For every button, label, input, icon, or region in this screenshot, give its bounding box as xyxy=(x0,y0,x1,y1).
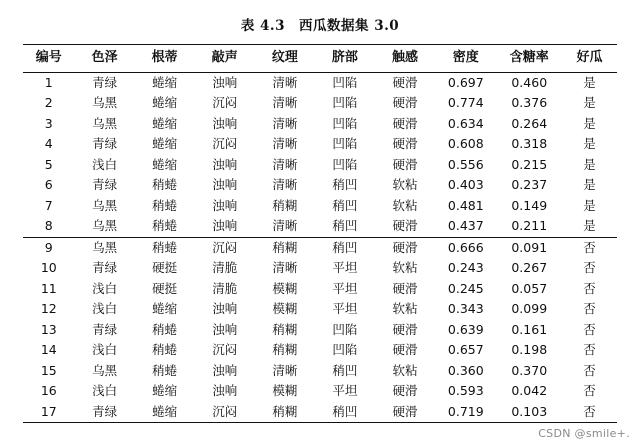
cell-density: 0.608 xyxy=(447,136,484,151)
cell-id: 13 xyxy=(40,321,57,337)
cell-sugar: 0.370 xyxy=(511,362,548,378)
cell-texture: 清晰 xyxy=(272,115,298,131)
cell-touch: 硬滑 xyxy=(392,95,418,110)
cell-texture: 清晰 xyxy=(272,260,298,275)
table-body xyxy=(23,72,617,423)
cell-touch: 硬滑 xyxy=(392,136,418,151)
cell-density: 0.593 xyxy=(447,383,484,398)
cell-color: 青绿 xyxy=(92,177,118,192)
cell-touch: 硬滑 xyxy=(392,156,418,172)
cell-id: 5 xyxy=(44,156,53,172)
cell-touch: 软粘 xyxy=(392,301,418,316)
cell-id: 15 xyxy=(40,362,57,378)
cell-sugar: 0.318 xyxy=(511,136,548,151)
cell-density: 0.719 xyxy=(435,402,497,423)
cell-root: 蜷缩 xyxy=(135,402,195,423)
cell-id: 12 xyxy=(40,301,57,316)
cell-sugar: 0.099 xyxy=(511,301,548,316)
cell-sound: 浊响 xyxy=(212,321,238,337)
cell-root: 蜷缩 xyxy=(152,136,178,151)
cell-density: 0.245 xyxy=(447,280,484,296)
cell-id: 10 xyxy=(40,260,57,275)
cell-density: 0.634 xyxy=(447,115,484,131)
cell-sound: 浊响 xyxy=(212,383,238,398)
cell-good: 否 xyxy=(583,362,596,378)
cell-root: 稍蜷 xyxy=(152,362,178,378)
cell-root: 稍蜷 xyxy=(152,197,178,213)
column-header-sugar: 含糖率 xyxy=(497,45,562,73)
table-row xyxy=(23,93,617,114)
cell-sugar: 0.103 xyxy=(497,402,562,423)
table-caption-label: 表 4.3 xyxy=(240,18,285,34)
cell-umbilicus: 凹陷 xyxy=(332,156,358,172)
cell-good: 否 xyxy=(562,237,617,258)
cell-id: 8 xyxy=(44,218,53,233)
table-header xyxy=(23,45,617,73)
cell-texture: 稍糊 xyxy=(272,321,298,337)
cell-id: 2 xyxy=(44,95,53,110)
cell-sugar: 0.376 xyxy=(511,95,548,110)
cell-texture: 清晰 xyxy=(272,362,298,378)
cell-color: 乌黑 xyxy=(92,197,118,213)
cell-sugar: 0.267 xyxy=(511,260,548,275)
cell-id: 4 xyxy=(44,136,53,151)
cell-sugar: 0.149 xyxy=(511,197,548,213)
cell-root: 硬挺 xyxy=(152,280,178,296)
cell-umbilicus: 稍凹 xyxy=(315,237,375,258)
cell-id: 6 xyxy=(44,177,53,192)
table-row xyxy=(23,72,617,93)
table-row xyxy=(23,155,617,176)
cell-sound: 浊响 xyxy=(212,74,238,90)
cell-sound: 浊响 xyxy=(212,197,238,213)
cell-sound: 浊响 xyxy=(212,301,238,316)
cell-touch: 硬滑 xyxy=(392,115,418,131)
cell-texture: 清晰 xyxy=(272,74,298,90)
cell-sugar: 0.198 xyxy=(511,342,548,357)
table-caption-title: 西瓜数据集 3.0 xyxy=(299,18,400,34)
cell-sugar: 0.161 xyxy=(511,321,548,337)
column-header-umbilicus: 脐部 xyxy=(315,45,375,73)
table-row xyxy=(23,114,617,135)
cell-umbilicus: 平坦 xyxy=(332,280,358,296)
cell-good: 是 xyxy=(583,197,596,213)
cell-good: 否 xyxy=(583,383,596,398)
cell-texture: 清晰 xyxy=(272,218,298,233)
cell-root: 稍蜷 xyxy=(152,177,178,192)
cell-texture: 清晰 xyxy=(272,136,298,151)
cell-sound: 浊响 xyxy=(212,177,238,192)
cell-color: 青绿 xyxy=(92,321,118,337)
table-header-row xyxy=(23,45,617,73)
cell-touch: 硬滑 xyxy=(375,237,435,258)
cell-root: 稍蜷 xyxy=(152,321,178,337)
cell-good: 否 xyxy=(562,402,617,423)
cell-root: 蜷缩 xyxy=(152,156,178,172)
cell-good: 否 xyxy=(583,280,596,296)
cell-sugar: 0.211 xyxy=(511,218,548,233)
cell-id: 1 xyxy=(44,74,53,90)
cell-sugar: 0.264 xyxy=(511,115,548,131)
cell-touch: 硬滑 xyxy=(392,383,418,398)
cell-color: 浅白 xyxy=(92,301,118,316)
cell-root: 硬挺 xyxy=(152,260,178,275)
cell-umbilicus: 凹陷 xyxy=(332,136,358,151)
cell-sound: 沉闷 xyxy=(195,237,255,258)
cell-umbilicus: 凹陷 xyxy=(332,342,358,357)
cell-root: 蜷缩 xyxy=(152,74,178,90)
cell-density: 0.556 xyxy=(447,156,484,172)
column-header-id: 编号 xyxy=(23,45,75,73)
table-row xyxy=(23,381,617,402)
cell-texture: 模糊 xyxy=(272,301,298,316)
cell-touch: 硬滑 xyxy=(375,402,435,423)
cell-good: 否 xyxy=(583,301,596,316)
cell-umbilicus: 平坦 xyxy=(332,383,358,398)
table-row xyxy=(23,279,617,300)
cell-good: 是 xyxy=(583,156,596,172)
cell-touch: 硬滑 xyxy=(392,74,418,90)
cell-color: 青绿 xyxy=(75,402,135,423)
column-header-good: 好瓜 xyxy=(562,45,617,73)
cell-touch: 硬滑 xyxy=(392,280,418,296)
cell-color: 浅白 xyxy=(92,342,118,357)
table-row xyxy=(23,258,617,279)
cell-sugar: 0.057 xyxy=(511,280,548,296)
cell-id: 3 xyxy=(44,115,53,131)
cell-root: 稍蜷 xyxy=(152,342,178,357)
cell-color: 青绿 xyxy=(92,260,118,275)
table-row xyxy=(23,361,617,382)
column-header-density: 密度 xyxy=(435,45,497,73)
cell-sound: 清脆 xyxy=(212,280,238,296)
cell-touch: 软粘 xyxy=(392,197,418,213)
cell-id: 17 xyxy=(23,402,75,423)
cell-sugar: 0.042 xyxy=(511,383,548,398)
cell-touch: 软粘 xyxy=(392,260,418,275)
table-row xyxy=(23,134,617,155)
cell-density: 0.639 xyxy=(447,321,484,337)
table-row xyxy=(23,196,617,217)
cell-good: 是 xyxy=(583,218,596,233)
cell-texture: 清晰 xyxy=(272,95,298,110)
cell-id: 16 xyxy=(40,383,57,398)
cell-sugar: 0.091 xyxy=(497,237,562,258)
cell-sugar: 0.460 xyxy=(511,74,548,90)
cell-texture: 模糊 xyxy=(272,280,298,296)
cell-id: 14 xyxy=(40,342,57,357)
cell-sound: 浊响 xyxy=(212,156,238,172)
cell-umbilicus: 稍凹 xyxy=(315,402,375,423)
cell-sound: 浊响 xyxy=(212,115,238,131)
cell-color: 青绿 xyxy=(92,74,118,90)
cell-density: 0.481 xyxy=(447,197,484,213)
column-header-sound: 敲声 xyxy=(195,45,255,73)
cell-good: 否 xyxy=(583,342,596,357)
cell-color: 乌黑 xyxy=(92,218,118,233)
cell-sound: 清脆 xyxy=(212,260,238,275)
watermark-text: CSDN @smile+. xyxy=(538,427,630,440)
cell-touch: 硬滑 xyxy=(392,342,418,357)
cell-good: 是 xyxy=(583,74,596,90)
cell-root: 蜷缩 xyxy=(152,383,178,398)
cell-sound: 浊响 xyxy=(212,218,238,233)
cell-umbilicus: 平坦 xyxy=(332,260,358,275)
cell-color: 乌黑 xyxy=(92,362,118,378)
cell-id: 7 xyxy=(44,197,53,213)
cell-umbilicus: 凹陷 xyxy=(332,95,358,110)
cell-texture: 清晰 xyxy=(272,177,298,192)
table-row xyxy=(23,237,617,258)
cell-density: 0.666 xyxy=(435,237,497,258)
cell-density: 0.774 xyxy=(447,95,484,110)
cell-color: 乌黑 xyxy=(75,237,135,258)
table-row xyxy=(23,216,617,237)
cell-sound: 沉闷 xyxy=(212,342,238,357)
table-caption xyxy=(0,0,640,44)
cell-umbilicus: 凹陷 xyxy=(332,74,358,90)
table-row xyxy=(23,340,617,361)
table-row xyxy=(23,299,617,320)
cell-color: 浅白 xyxy=(92,383,118,398)
cell-good: 是 xyxy=(583,177,596,192)
cell-touch: 软粘 xyxy=(392,362,418,378)
cell-umbilicus: 稍凹 xyxy=(332,362,358,378)
cell-id: 11 xyxy=(40,280,57,296)
cell-good: 是 xyxy=(583,95,596,110)
cell-sound: 沉闷 xyxy=(195,402,255,423)
cell-touch: 硬滑 xyxy=(392,321,418,337)
cell-umbilicus: 稍凹 xyxy=(332,197,358,213)
cell-umbilicus: 稍凹 xyxy=(332,218,358,233)
cell-root: 蜷缩 xyxy=(152,95,178,110)
cell-color: 乌黑 xyxy=(92,95,118,110)
cell-density: 0.343 xyxy=(447,301,484,316)
cell-root: 稍蜷 xyxy=(135,237,195,258)
cell-texture: 稍糊 xyxy=(255,237,315,258)
column-header-touch: 触感 xyxy=(375,45,435,73)
cell-touch: 硬滑 xyxy=(392,218,418,233)
cell-sugar: 0.215 xyxy=(511,156,548,172)
cell-color: 浅白 xyxy=(92,156,118,172)
cell-texture: 清晰 xyxy=(272,156,298,172)
column-header-root: 根蒂 xyxy=(135,45,195,73)
cell-color: 青绿 xyxy=(92,136,118,151)
cell-umbilicus: 平坦 xyxy=(332,301,358,316)
cell-density: 0.697 xyxy=(447,74,484,90)
cell-good: 是 xyxy=(583,115,596,131)
cell-good: 是 xyxy=(583,136,596,151)
cell-density: 0.403 xyxy=(447,177,484,192)
cell-root: 蜷缩 xyxy=(152,301,178,316)
cell-good: 否 xyxy=(583,260,596,275)
cell-good: 否 xyxy=(583,321,596,337)
table-row xyxy=(23,175,617,196)
cell-density: 0.360 xyxy=(447,362,484,378)
cell-texture: 稍糊 xyxy=(255,402,315,423)
cell-color: 浅白 xyxy=(92,280,118,296)
table-row xyxy=(23,320,617,341)
cell-umbilicus: 稍凹 xyxy=(332,177,358,192)
cell-id: 9 xyxy=(23,237,75,258)
cell-density: 0.437 xyxy=(447,218,484,233)
table-row xyxy=(23,402,617,423)
watermelon-dataset-table xyxy=(23,44,617,423)
cell-touch: 软粘 xyxy=(392,177,418,192)
cell-sound: 沉闷 xyxy=(212,136,238,151)
cell-root: 稍蜷 xyxy=(152,218,178,233)
cell-density: 0.657 xyxy=(447,342,484,357)
cell-density: 0.243 xyxy=(447,260,484,275)
column-header-color: 色泽 xyxy=(75,45,135,73)
cell-texture: 模糊 xyxy=(272,383,298,398)
column-header-texture: 纹理 xyxy=(255,45,315,73)
cell-sugar: 0.237 xyxy=(511,177,548,192)
cell-texture: 稍糊 xyxy=(272,342,298,357)
cell-texture: 稍糊 xyxy=(272,197,298,213)
cell-sound: 浊响 xyxy=(212,362,238,378)
cell-umbilicus: 凹陷 xyxy=(332,115,358,131)
cell-root: 蜷缩 xyxy=(152,115,178,131)
cell-color: 乌黑 xyxy=(92,115,118,131)
cell-sound: 沉闷 xyxy=(212,95,238,110)
cell-umbilicus: 凹陷 xyxy=(332,321,358,337)
